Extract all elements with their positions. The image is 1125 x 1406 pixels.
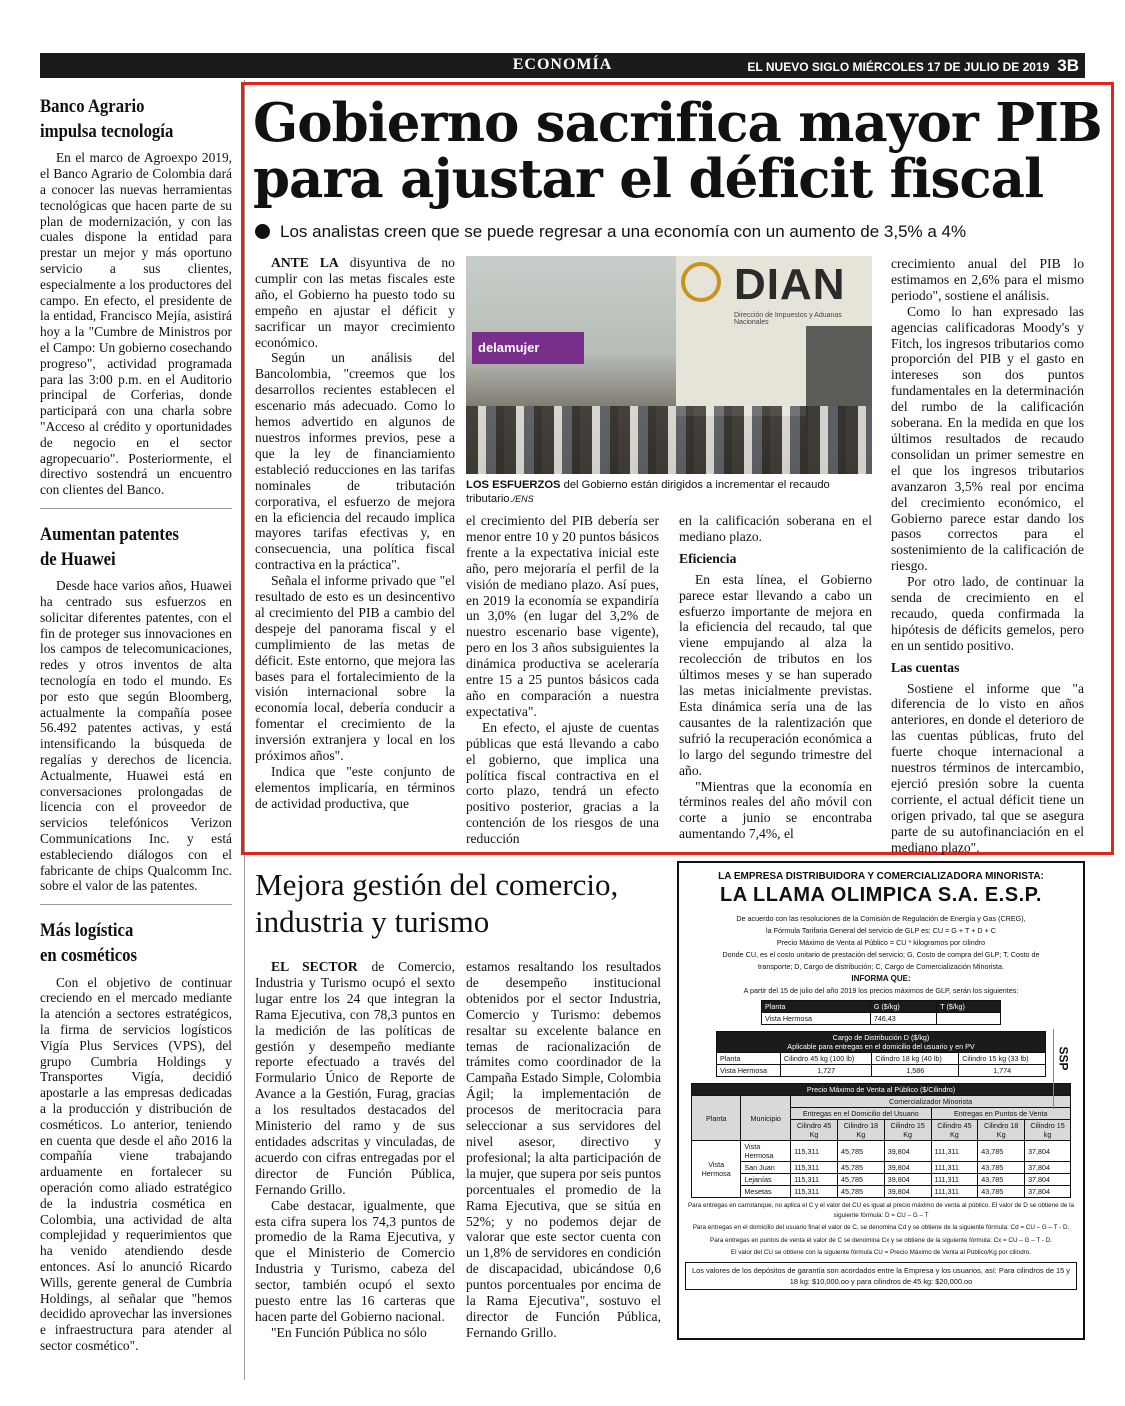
feature-column-4 [891, 256, 1084, 856]
brief-body [40, 975, 232, 1354]
table-cell: 37,804 [1025, 1174, 1071, 1186]
paragraph: En efecto, el ajuste de cuentas públicas que está llevando a cabo el gobierno, que implica una política fiscal contractiva en el corto plazo, tendrá un efecto positivo posterior, gracias a la contención de los riesgos de una reducción [466, 719, 659, 847]
table-cell: 39,804 [884, 1141, 931, 1162]
table-title-text: Cargo de Distribución D ($/kg) [832, 1033, 930, 1042]
table-header: Planta [762, 1001, 871, 1013]
table-cell: 43,785 [978, 1162, 1025, 1174]
table-cell: 43,785 [978, 1174, 1025, 1186]
table-cell: 111,311 [931, 1174, 978, 1186]
price-table-g [761, 1000, 1001, 1025]
paragraph: En esta línea, el Gobierno parece estar llevando a cabo un esfuerzo importante de mejora en la eficiencia del recaudo, tal que viene empujando al alza la recolección de tributos en los últimos meses y se han superado las metas inicialmente previstas. Esta dinámica sería una de las causantes de la ralentización que sufrió la recuperación económica a lo largo del segundo trimestre del año. [679, 571, 872, 778]
table-subtitle: Aplicable para entregas en el domicilio del usuario y en PV [787, 1042, 975, 1051]
paragraph: Cabe destacar, igualmente, que esta cifra supera los 74,3 puntos de promedio de la Rama Ejecutiva, y que el Ministerio de Comercio Industria y Turismo, cabeza del sector, también ocupó el sexto puesto entre las 16 carteras que hacen parte del Gobierno nacional. [255, 1197, 455, 1324]
table-row [692, 1141, 1071, 1162]
second-headline [255, 866, 675, 940]
feature-photo [466, 256, 872, 474]
table-header: Cilindro 15 kg [1025, 1120, 1071, 1141]
headline-line: Gobierno sacrifica mayor PIB [253, 92, 1102, 154]
brief-paragraph: En el marco de Agroexpo 2019, el Banco Agrario de Colombia dará a conocer las nuevas herramientas tecnológicas que hacen parte de su plan de modernización, y con las cuales dispone la entidad para prestar un mejor y más oportuno servicio a sus clientes, especialmente a los productores del campo. En efecto, el presidente de la entidad, Francisco Mejía, asistirá hoy a la "Cumbre de Ministros por el Campo: Un gobierno cosechando progreso", actividad programada para las 3:00 p.m. en el Auditorio principal de Corferias, donde participará con una charla sobre "Acceso al crédito y oportunidades de negocio en el sector agropecuario". Posteriormente, el directivo sostendrá un encuentro con clientes del Banco. [40, 150, 232, 498]
feature-subtitle [255, 222, 1105, 242]
brief-paragraph: Desde hace varios años, Huawei ha centrado sus esfuerzos en solicitar diferentes patentes, con el fin de proteger sus innovaciones en los campos de telecomunicaciones, redes y otros inventos de alta tecnología en todo el mundo. Es por esto que según Bloomberg, actualmente la compañía posee 56.492 patentes activas, y está intensificando la búsqueda de regalías y derechos de licencia. Actualmente, Huawei está en conversaciones prolongadas de licencia con el proveedor de servicios telefónicos Verizon Communications Inc. y está estableciendo diálogos con el fabricante de chips Qualcomm Inc. sobre el valor de las patentes. [40, 578, 232, 894]
divider [40, 904, 232, 905]
logo-text: SSP [1056, 1046, 1071, 1071]
table-header: Municipio [741, 1096, 791, 1141]
table-header: Planta [692, 1096, 741, 1141]
headline-line: Mejora gestión del comercio, [255, 867, 619, 902]
distribution-table [716, 1031, 1046, 1077]
paragraph: Por otro lado, de continuar la senda de crecimiento en el recaudo, queda confirmada la hipótesis de déficits gemelos, pero en un sentido positivo. [891, 574, 1084, 653]
feature-column-1 [255, 255, 455, 812]
paragraph: "En Función Pública no sólo [271, 1324, 427, 1340]
table-cell: Vista Hermosa [692, 1141, 741, 1198]
brief-title-line: impulsa tecnología [40, 120, 174, 142]
brief-paragraph: Con el objetivo de continuar creciendo en el mercado mediante la atención a sectores estratégicos, la firma de servicios logísticos Vigía Plus Services (VPS), del grupo Cumbria Holdings y Transportes Vigía, decidió apostarle a las empresas dedicadas a la producción y distribución de cosméticos. Lo anterior, teniendo en cuenta que desde el año 2016 la compañía viene trabajando arduamente en fortalecer su operación como aliado estratégico de la industria cosmética en Colombia, una actividad de alta complejidad y requerimientos que ha venido atendiendo desde entonces. Así lo anunció Ricardo Wills, gerente general de Cumbria Holdings, al señalar que "hemos decidido aprovechar las inversiones e infraestructura para atender al sector cosmético". [40, 974, 232, 1353]
caption-lead: LOS ESFUERZOS [466, 479, 561, 491]
brief-title-line: de Huawei [40, 548, 116, 570]
table-cell: 45,785 [838, 1162, 885, 1174]
table-header: Entregas en el Domicilio del Usuario [791, 1108, 931, 1120]
table-cell: 746,43 [870, 1013, 936, 1025]
table-header: Entregas en Puntos de Venta [931, 1108, 1070, 1120]
gas-price-notice [677, 861, 1085, 1340]
photo-caption [466, 478, 872, 506]
table-cell: 39,804 [884, 1174, 931, 1186]
table-title: Precio Máximo de Venta al Público ($/Cilindro) [692, 1084, 1071, 1096]
table-cell: 115,311 [791, 1141, 838, 1162]
table-header: Comercializador Minorista [791, 1096, 1071, 1108]
paragraph: crecimiento anual del PIB lo estimamos en 2,6% para el mismo periodo", sostiene el análisis. [891, 256, 1084, 303]
lead-paragraph [255, 959, 455, 1198]
table-header: Cilindro 45 Kg [791, 1120, 838, 1141]
paragraph: Señala el informe privado que "el resultado de esto es un desincentivo al crecimiento del PIB a cambio del despeje del panorama fiscal y el cumplimiento de las metas de déficit. Este entorno, que mejora las bases para el fortalecimiento de la visión internacional sobre la economía local, debería conducir a fomentar el crecimiento de la inversión extranjera y local en los próximos años". [255, 573, 455, 764]
table-cell: Vista Hermosa [762, 1013, 871, 1025]
brief-title-line: Banco Agrario [40, 96, 145, 117]
brief-body [40, 578, 232, 894]
paragraph: Como lo han expresado las agencias calificadoras Moody's y Fitch, los ingresos tributarios como proporción del PIB y el gasto en intereses son dos puntos fundamentales en la determinación del rumbo de la calificación soberana. En la medida en que los últimos resultados de recaudo consolidan un primer semestre en el que los ingresos tributarios avanzaron 3,5% real por encima del crecimiento económico, el Gobierno parece estar dando los pasos correctos para el sostenimiento de la calificación de riesgo. [891, 303, 1084, 574]
lead-word: EL SECTOR [271, 959, 358, 974]
section-subhead: Eficiencia [679, 550, 737, 566]
brief-title-line: en cosméticos [40, 944, 138, 966]
table-cell: Vista Hermosa [741, 1141, 791, 1162]
notice-intro: LA EMPRESA DISTRIBUIDORA Y COMERCIALIZADORA MINORISTA: [718, 871, 1044, 882]
table-header: Cilindro 45 Kg [931, 1120, 978, 1141]
table-cell: 1,774 [959, 1065, 1046, 1077]
caption-text: del Gobierno están dirigidos a incrementar el recaudo tributario. [466, 479, 830, 505]
bullet-icon [255, 224, 270, 239]
lead-word: ANTE LA [271, 255, 339, 270]
table-cell: 37,804 [1025, 1162, 1071, 1174]
table-header: Cilindro 18 Kg [838, 1120, 885, 1141]
lead-paragraph [255, 255, 455, 350]
table-cell: 1,586 [872, 1065, 959, 1077]
table-cell: 43,785 [978, 1141, 1025, 1162]
table-cell: 43,785 [978, 1186, 1025, 1198]
notice-text: De acuerdo con las resoluciones de la Comisión de Regulación de Energía y Gas (CREG), [736, 914, 1026, 923]
paragraph: en la calificación soberana en el mediano plazo. [679, 513, 872, 544]
table-cell [937, 1013, 1001, 1025]
table-row [692, 1162, 1071, 1174]
feature-column-2 [466, 513, 659, 847]
section-title: ECONOMÍA [512, 56, 613, 73]
table-header: Cilindro 18 kg (40 lb) [872, 1053, 959, 1065]
photo-crowd [466, 406, 872, 474]
headline-line: industria y turismo [255, 904, 490, 939]
brief-title [40, 95, 234, 144]
table-cell: 111,311 [931, 1186, 978, 1198]
paragraph: Sostiene el informe que "a diferencia de lo visto en años anteriores, en donde el deterioro de las cuentas públicas, fruto del fuerte choque internacional a nuestros términos de intercambio, ejerció presión sobre la cuenta corriente, el actual déficit tiene un origen privado, tal que se asegura parte de su autofinanciación en el mediano plazo". [891, 680, 1084, 855]
brief-logistica [40, 919, 232, 1354]
ssp-logo [1053, 1029, 1073, 1109]
second-column-1 [255, 959, 455, 1341]
table-cell: 1,727 [780, 1065, 872, 1077]
brief-title-line: Más logística [40, 920, 134, 942]
formula-note: Para entregas en el domicilio del usuario final el valor de C, se denomina Cd y se obtiene de la siguiente fórmula: Cd = CU – G – T - D. [692, 1224, 1070, 1231]
paragraph: Según un análisis del Bancolombia, "creemos que los desarrollos recientes establecen el escenario más adecuado. Como lo hemos advertido en algunos de nuestros informes previos, pese a que la ley de financiamiento estableció reducciones en las tarifas nominales de tributación corporativa, el esfuerzo de mejora en la eficiencia del recaudo implica mayores tarifas efectivas y, en consecuencia, una política fiscal contractiva en la práctica". [255, 350, 455, 573]
divider [40, 508, 232, 509]
table-cell: 37,804 [1025, 1186, 1071, 1198]
table-cell: 39,804 [884, 1162, 931, 1174]
table-cell: 37,804 [1025, 1141, 1071, 1162]
deposit-note: Los valores de los depósitos de garantía son acordados entre la Empresa y los usuarios, así: Para cilindros de 15 y 18 kg: $10,000.oo y para cilindros de 45 kg: $20,000.oo [685, 1262, 1077, 1290]
paragraph: Indica que "este conjunto de elementos implicaría, en términos de actividad productiva, que [255, 764, 455, 811]
formula-note: Para entregas en puntos de venta el valor de C se denomina Cx y se obtiene de la siguiente fórmula: Cx = CU – G – T - D. [710, 1236, 1052, 1244]
table-cell: 45,785 [838, 1174, 885, 1186]
sidebar-briefs [40, 95, 232, 1354]
notice-text: Donde CU, es el costo unitario de prestación del servicio; G, Costo de compra del GLP; T, Costo de transporte; D, Cargo de distribución; C, Cargo de Comercialización Minorista. [722, 950, 1040, 971]
table-cell: 115,311 [791, 1186, 838, 1198]
company-name: LA LLAMA OLIMPICA S.A. E.S.P. [720, 884, 1042, 906]
table-header: Cilindro 18 Kg [978, 1120, 1025, 1141]
subtitle-text: Los analistas creen que se puede regresar a una economía con un aumento de 3,5% a 4% [280, 222, 967, 241]
brief-title [40, 523, 234, 572]
paragraph: estamos resaltando los resultados de desempeño institucional obtenidos por el sector Industria, Comercio y Turismo: debemos resaltar su excelente balance en temas de racionalización de trámites como coordinador de la Campaña Estado Simple, Colombia Ágil; la implementación de procesos de meritocracia para seleccionar a sus servidores del nivel asesor, directivo y profesional; la alta participación de la mujer, que supera por seis puntos porcentuales el promedio de la Rama Ejecutiva, que se sitúa en 52%; y no podemos dejar de valorar que este sector cuenta con un 1,8% de servidores en condición de discapacidad, ubicándose 0,6 puntos porcentuales por encima de la Rama Ejecutiva", sostuvo el director de Función Pública, Fernando Grillo. [466, 959, 661, 1340]
table-header: Cilindro 45 kg (100 lb) [780, 1053, 872, 1065]
table-row [692, 1186, 1071, 1198]
caption-credit: /ENS [512, 494, 534, 504]
formula-note: El valor del CU se obtiene con la siguiente fórmula CU = Precio Máximo de Venta al Público/Kg por cilindro. [730, 1249, 1032, 1256]
brief-title [40, 919, 234, 968]
table-header: Planta [717, 1053, 781, 1065]
table-row [692, 1174, 1071, 1186]
notice-formula: Precio Máximo de Venta al Público = CU * kilogramos por cilindro [776, 938, 986, 947]
table-header: Cilindro 15 kg (33 lb) [959, 1053, 1046, 1065]
table-cell: 45,785 [838, 1186, 885, 1198]
table-cell: San Juan [741, 1162, 791, 1174]
table-header: G ($/kg) [870, 1001, 936, 1013]
table-title [717, 1032, 1046, 1053]
table-header: T ($/kg) [937, 1001, 1001, 1013]
date-line: EL NUEVO SIGLO MIÉRCOLES 17 DE JULIO DE 2019 [747, 60, 1050, 74]
notice-text: A partir del 15 de julio del año 2019 los precios máximos de GLP, serán los siguientes: [743, 986, 1019, 995]
table-cell: 45,785 [838, 1141, 885, 1162]
paragraph: "Mientras que la economía en términos reales del año móvil con corte a junio se encontraba aumentando 7,4%, el [679, 778, 872, 842]
table-cell: 111,311 [931, 1162, 978, 1174]
retail-price-table [691, 1083, 1071, 1198]
photo-store-text: delamujer [478, 340, 540, 355]
table-cell: 115,311 [791, 1174, 838, 1186]
paper-date [747, 56, 1079, 76]
brief-body [40, 150, 232, 498]
page-header [40, 53, 1085, 78]
brief-title-line: Aumentan patentes [40, 523, 179, 545]
feature-column-3 [679, 513, 872, 842]
notice-formula: la Fórmula Tarifaria General del servicio de GLP es: CU = G + T + D + C [766, 926, 996, 935]
photo-sign-small: Dirección de Impuestos y Aduanas Nacionales [734, 312, 842, 326]
paragraph-text: disyuntiva de no cumplir con las metas fiscales este año, el Gobierno ha puesto todo su empeño en ajustar el déficit y sacrificar un mayor crecimiento económico. [255, 255, 455, 350]
paragraph-text: de Comercio, Industria y Turismo ocupó el sexto lugar entre los 24 que integran la Rama Ejecutiva, con 78,3 puntos en la medición de las políticas de gestión y desempeño mediante reporte efectuado a través del Formulario Único de Reporte de Avance a la Gestión, Furag, gracias a los resultados destacados del Ministerio del ramo y de sus entidades adscritas y vinculadas, de acuerdo con cifras entregadas por el director de Función Pública, Fernando Grillo. [255, 959, 455, 1197]
dian-logo-icon [681, 262, 721, 302]
table-cell: Vista Hermosa [717, 1065, 781, 1077]
feature-headline [253, 92, 1113, 210]
table-header: Cilindro 15 Kg [884, 1120, 931, 1141]
formula-note: Para entregas en carrotanque, no aplica el C y el valor del CU es igual al precio máximo de venta al público. El valor de D se obtiene de la siguiente fórmula: D = CU – G – T [687, 1202, 1075, 1219]
table-cell: 115,311 [791, 1162, 838, 1174]
section-subhead: Las cuentas [891, 659, 960, 675]
table-cell: 111,311 [931, 1141, 978, 1162]
notice-heading: INFORMA QUE: [851, 974, 911, 983]
brief-huawei [40, 523, 232, 894]
brief-banco-agrario [40, 95, 232, 498]
table-cell: Lejanías [741, 1174, 791, 1186]
page-number: 3B [1057, 56, 1079, 75]
table-cell: Mesetas [741, 1186, 791, 1198]
photo-sign: DIAN [734, 260, 846, 309]
table-cell: 39,804 [884, 1186, 931, 1198]
headline-line: para ajustar el déficit fiscal [253, 148, 1044, 210]
paragraph: el crecimiento del PIB debería ser menor entre 10 y 20 puntos básicos frente a la expectativa inicial este año, pero mejoraría el perfil de la visión de mediano plazo. Así pues, en 2019 la economía se expandiría un 3,0% (en lugar del 3,2% de nuestro escenario base vigente), pero en los 3 años subsiguientes la dinámica productiva se aceleraría entre 15 a 25 puntos básicos cada año en comparación a nuestra expectativa". [466, 513, 659, 719]
second-column-2 [466, 959, 661, 1341]
